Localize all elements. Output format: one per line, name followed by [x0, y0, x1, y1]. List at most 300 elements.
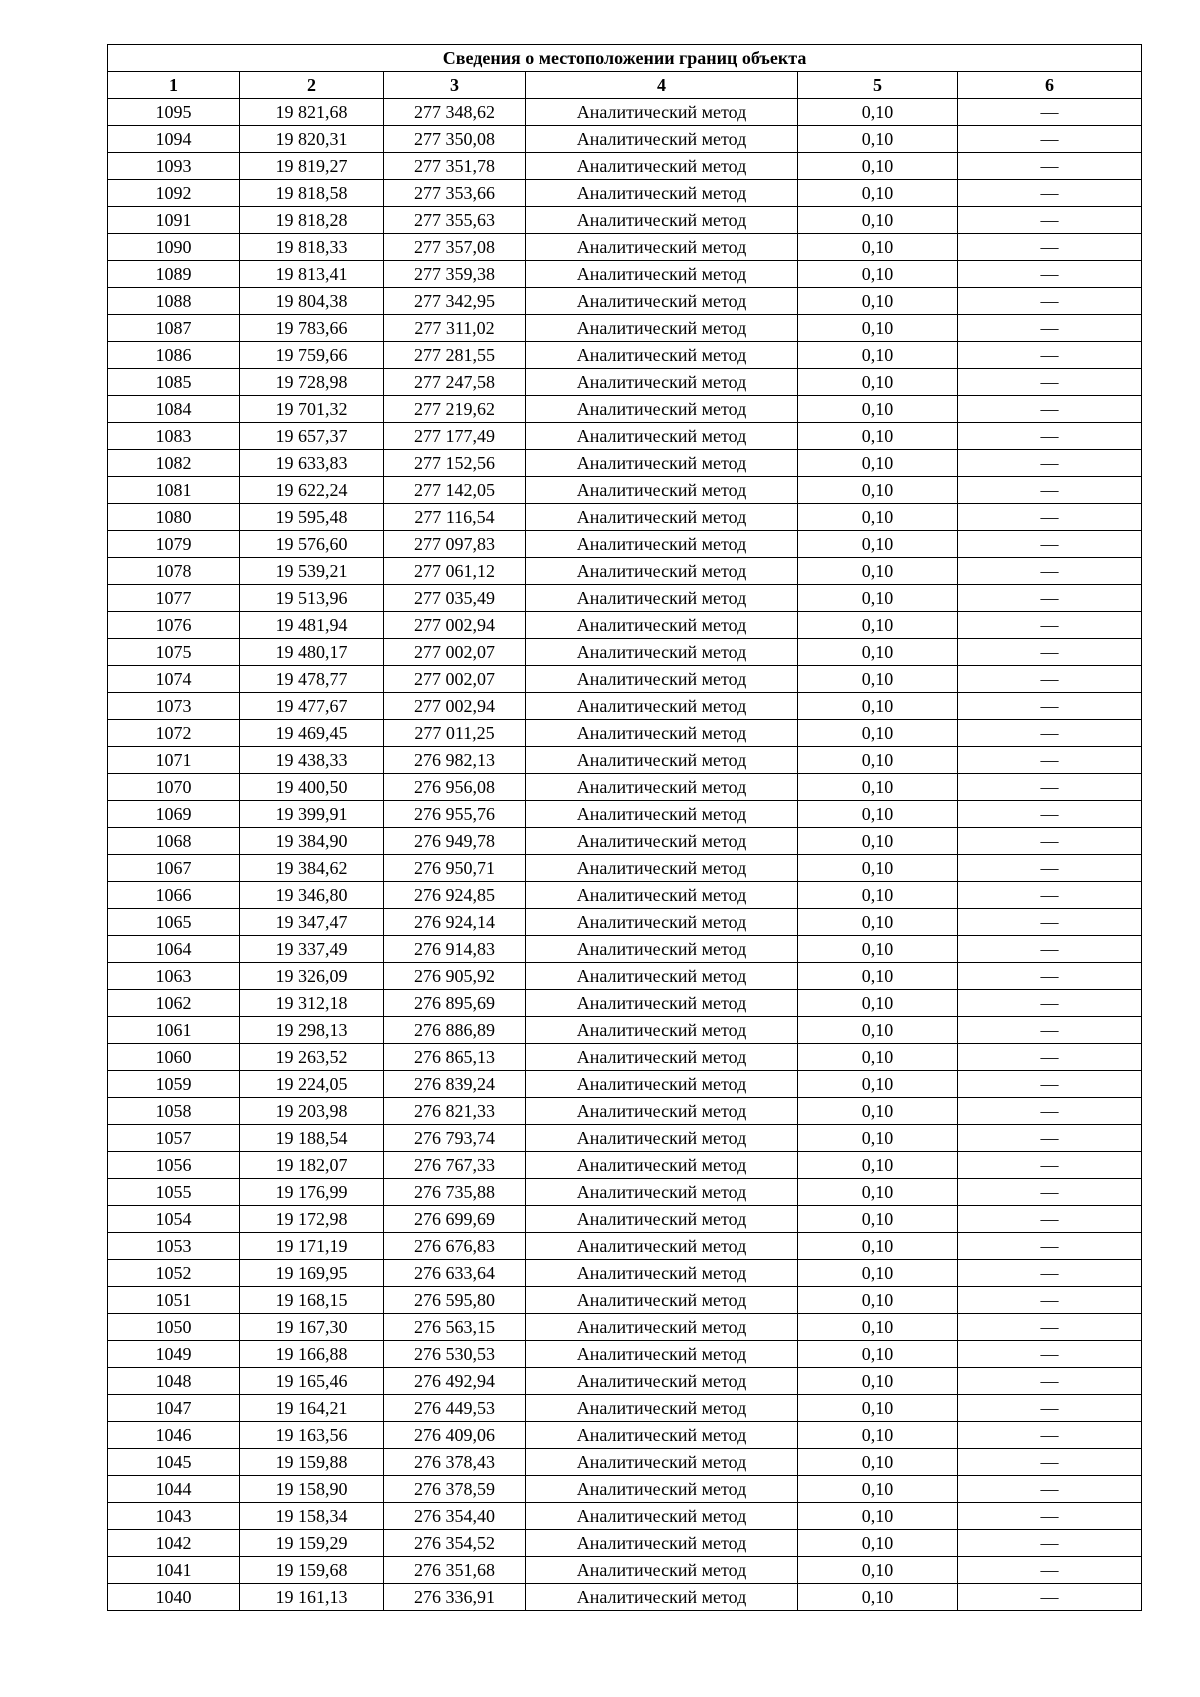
table-row: [108, 288, 1142, 315]
table-cell: —: [958, 828, 1142, 855]
table-cell: Аналитический метод: [526, 1368, 798, 1395]
table-cell: 19 169,95: [240, 1260, 384, 1287]
table-cell: 1062: [108, 990, 240, 1017]
table-cell: 19 166,88: [240, 1341, 384, 1368]
table-cell: —: [958, 1017, 1142, 1044]
table-cell: 277 281,55: [384, 342, 526, 369]
table-cell: Аналитический метод: [526, 1314, 798, 1341]
table-cell: —: [958, 180, 1142, 207]
table-cell: 1057: [108, 1125, 240, 1152]
table-cell: Аналитический метод: [526, 558, 798, 585]
table-cell: 19 818,28: [240, 207, 384, 234]
table-cell: 0,10: [798, 828, 958, 855]
table-cell: 19 346,80: [240, 882, 384, 909]
table-cell: 0,10: [798, 936, 958, 963]
table-cell: 19 337,49: [240, 936, 384, 963]
table-cell: —: [958, 1341, 1142, 1368]
table-cell: Аналитический метод: [526, 180, 798, 207]
table-row: [108, 1179, 1142, 1206]
table-cell: Аналитический метод: [526, 720, 798, 747]
table-cell: Аналитический метод: [526, 1152, 798, 1179]
table-row: [108, 882, 1142, 909]
table-cell: 0,10: [798, 423, 958, 450]
table-cell: 1055: [108, 1179, 240, 1206]
column-header: 1: [108, 72, 240, 99]
table-cell: —: [958, 342, 1142, 369]
table-cell: 19 263,52: [240, 1044, 384, 1071]
table-cell: 276 914,83: [384, 936, 526, 963]
table-cell: 276 409,06: [384, 1422, 526, 1449]
table-row: [108, 369, 1142, 396]
table-cell: 19 312,18: [240, 990, 384, 1017]
table-cell: 277 357,08: [384, 234, 526, 261]
table-cell: 0,10: [798, 1503, 958, 1530]
table-cell: 19 576,60: [240, 531, 384, 558]
table-cell: 1063: [108, 963, 240, 990]
table-cell: 0,10: [798, 180, 958, 207]
table-row: [108, 1260, 1142, 1287]
table-row: [108, 1557, 1142, 1584]
table-row: [108, 1422, 1142, 1449]
table-cell: 0,10: [798, 153, 958, 180]
table-cell: Аналитический метод: [526, 261, 798, 288]
table-cell: 19 821,68: [240, 99, 384, 126]
table-cell: —: [958, 153, 1142, 180]
table-cell: 276 530,53: [384, 1341, 526, 1368]
table-row: [108, 126, 1142, 153]
table-row: [108, 1152, 1142, 1179]
table-cell: —: [958, 1233, 1142, 1260]
table-cell: 0,10: [798, 1179, 958, 1206]
table-cell: Аналитический метод: [526, 1557, 798, 1584]
table-cell: 0,10: [798, 612, 958, 639]
table-cell: —: [958, 1314, 1142, 1341]
table-cell: 277 002,94: [384, 693, 526, 720]
column-header: 4: [526, 72, 798, 99]
table-cell: —: [958, 1503, 1142, 1530]
table-row: [108, 558, 1142, 585]
table-row: [108, 1341, 1142, 1368]
table-row: [108, 450, 1142, 477]
table-cell: 276 378,43: [384, 1449, 526, 1476]
table-cell: 0,10: [798, 963, 958, 990]
table-cell: 277 342,95: [384, 288, 526, 315]
table-cell: Аналитический метод: [526, 288, 798, 315]
table-cell: 1088: [108, 288, 240, 315]
table-cell: 0,10: [798, 477, 958, 504]
table-row: [108, 1233, 1142, 1260]
table-cell: 0,10: [798, 1071, 958, 1098]
table-cell: Аналитический метод: [526, 1476, 798, 1503]
table-cell: 0,10: [798, 207, 958, 234]
table-cell: —: [958, 990, 1142, 1017]
table-cell: 0,10: [798, 855, 958, 882]
table-cell: —: [958, 585, 1142, 612]
table-cell: 0,10: [798, 396, 958, 423]
table-cell: 19 182,07: [240, 1152, 384, 1179]
table-row: [108, 639, 1142, 666]
table-cell: 19 595,48: [240, 504, 384, 531]
table-cell: 0,10: [798, 315, 958, 342]
table-cell: —: [958, 612, 1142, 639]
table-cell: 276 676,83: [384, 1233, 526, 1260]
table-cell: 19 399,91: [240, 801, 384, 828]
table-cell: Аналитический метод: [526, 234, 798, 261]
table-cell: 19 481,94: [240, 612, 384, 639]
column-header-row: [108, 72, 1142, 99]
table-row: [108, 1368, 1142, 1395]
table-cell: 1070: [108, 774, 240, 801]
table-cell: —: [958, 1179, 1142, 1206]
table-row: [108, 963, 1142, 990]
table-cell: 277 152,56: [384, 450, 526, 477]
table-cell: 1044: [108, 1476, 240, 1503]
table-row: [108, 774, 1142, 801]
table-cell: —: [958, 1422, 1142, 1449]
table-cell: 19 188,54: [240, 1125, 384, 1152]
table-cell: —: [958, 855, 1142, 882]
table-cell: Аналитический метод: [526, 207, 798, 234]
table-cell: 1040: [108, 1584, 240, 1611]
table-cell: 276 595,80: [384, 1287, 526, 1314]
table-row: [108, 720, 1142, 747]
table-row: [108, 99, 1142, 126]
table-cell: 0,10: [798, 1017, 958, 1044]
table-row: [108, 261, 1142, 288]
table-cell: —: [958, 720, 1142, 747]
table-cell: 276 949,78: [384, 828, 526, 855]
table-row: [108, 585, 1142, 612]
table-row: [108, 693, 1142, 720]
column-header: 3: [384, 72, 526, 99]
table-cell: 0,10: [798, 531, 958, 558]
table-row: [108, 1503, 1142, 1530]
table-cell: Аналитический метод: [526, 1044, 798, 1071]
table-cell: 1069: [108, 801, 240, 828]
table-cell: 276 449,53: [384, 1395, 526, 1422]
table-cell: 277 142,05: [384, 477, 526, 504]
table-cell: 277 247,58: [384, 369, 526, 396]
table-cell: —: [958, 1044, 1142, 1071]
table-cell: 0,10: [798, 585, 958, 612]
table-cell: 276 924,14: [384, 909, 526, 936]
table-cell: 1064: [108, 936, 240, 963]
table-cell: 0,10: [798, 1341, 958, 1368]
table-cell: —: [958, 261, 1142, 288]
table-cell: —: [958, 450, 1142, 477]
table-row: [108, 1476, 1142, 1503]
table-cell: 19 159,29: [240, 1530, 384, 1557]
table-row: [108, 315, 1142, 342]
table-cell: 0,10: [798, 1260, 958, 1287]
table-cell: 19 804,38: [240, 288, 384, 315]
table-cell: Аналитический метод: [526, 1449, 798, 1476]
table-cell: 277 355,63: [384, 207, 526, 234]
table-cell: 19 298,13: [240, 1017, 384, 1044]
table-cell: —: [958, 558, 1142, 585]
table-cell: 1071: [108, 747, 240, 774]
table-cell: 1084: [108, 396, 240, 423]
table-cell: 19 224,05: [240, 1071, 384, 1098]
column-header: 5: [798, 72, 958, 99]
table-cell: 19 158,90: [240, 1476, 384, 1503]
table-cell: 0,10: [798, 720, 958, 747]
table-cell: Аналитический метод: [526, 1260, 798, 1287]
table-cell: Аналитический метод: [526, 1503, 798, 1530]
table-cell: Аналитический метод: [526, 1071, 798, 1098]
table-cell: —: [958, 477, 1142, 504]
table-cell: Аналитический метод: [526, 828, 798, 855]
table-cell: 1042: [108, 1530, 240, 1557]
table-cell: 19 176,99: [240, 1179, 384, 1206]
table-cell: 0,10: [798, 99, 958, 126]
table-cell: 19 477,67: [240, 693, 384, 720]
table-cell: 19 159,88: [240, 1449, 384, 1476]
table-cell: Аналитический метод: [526, 342, 798, 369]
table-cell: 19 633,83: [240, 450, 384, 477]
table-cell: 276 924,85: [384, 882, 526, 909]
table-cell: 1047: [108, 1395, 240, 1422]
table-cell: 19 326,09: [240, 963, 384, 990]
table-cell: Аналитический метод: [526, 153, 798, 180]
table-cell: 277 177,49: [384, 423, 526, 450]
table-cell: 19 820,31: [240, 126, 384, 153]
table-cell: 19 657,37: [240, 423, 384, 450]
table-cell: 1079: [108, 531, 240, 558]
table-cell: Аналитический метод: [526, 396, 798, 423]
table-cell: —: [958, 747, 1142, 774]
table-cell: 276 336,91: [384, 1584, 526, 1611]
table-cell: 0,10: [798, 1422, 958, 1449]
table-cell: —: [958, 1098, 1142, 1125]
table-cell: 19 384,62: [240, 855, 384, 882]
table-cell: 19 438,33: [240, 747, 384, 774]
table-cell: 19 347,47: [240, 909, 384, 936]
table-cell: 19 622,24: [240, 477, 384, 504]
table-cell: 0,10: [798, 747, 958, 774]
table-cell: Аналитический метод: [526, 666, 798, 693]
table-row: [108, 477, 1142, 504]
table-row: [108, 990, 1142, 1017]
table-cell: 277 061,12: [384, 558, 526, 585]
table-cell: 1053: [108, 1233, 240, 1260]
table-cell: Аналитический метод: [526, 909, 798, 936]
table-cell: 0,10: [798, 693, 958, 720]
table-cell: 19 701,32: [240, 396, 384, 423]
table-cell: 276 839,24: [384, 1071, 526, 1098]
table-row: [108, 1314, 1142, 1341]
table-cell: 1051: [108, 1287, 240, 1314]
table-cell: —: [958, 882, 1142, 909]
table-cell: 1078: [108, 558, 240, 585]
table-row: [108, 666, 1142, 693]
table-cell: 19 168,15: [240, 1287, 384, 1314]
table-cell: 1074: [108, 666, 240, 693]
table-cell: Аналитический метод: [526, 1530, 798, 1557]
table-cell: 277 011,25: [384, 720, 526, 747]
table-cell: 19 813,41: [240, 261, 384, 288]
table-cell: Аналитический метод: [526, 126, 798, 153]
table-cell: 276 955,76: [384, 801, 526, 828]
table-cell: 276 735,88: [384, 1179, 526, 1206]
table-cell: 276 563,15: [384, 1314, 526, 1341]
table-cell: —: [958, 207, 1142, 234]
table-cell: 277 359,38: [384, 261, 526, 288]
table-cell: 19 759,66: [240, 342, 384, 369]
table-cell: 1049: [108, 1341, 240, 1368]
table-cell: 19 161,13: [240, 1584, 384, 1611]
table-row: [108, 153, 1142, 180]
table-cell: —: [958, 1395, 1142, 1422]
table-cell: 1058: [108, 1098, 240, 1125]
table-cell: 1075: [108, 639, 240, 666]
table-cell: 276 633,64: [384, 1260, 526, 1287]
table-cell: —: [958, 1368, 1142, 1395]
table-cell: Аналитический метод: [526, 531, 798, 558]
table-row: [108, 1584, 1142, 1611]
table-cell: 1061: [108, 1017, 240, 1044]
table-cell: 19 400,50: [240, 774, 384, 801]
table-cell: —: [958, 1206, 1142, 1233]
table-cell: —: [958, 936, 1142, 963]
table-cell: 277 002,94: [384, 612, 526, 639]
table-cell: 1067: [108, 855, 240, 882]
table-cell: —: [958, 396, 1142, 423]
table-cell: 0,10: [798, 774, 958, 801]
table-cell: 277 311,02: [384, 315, 526, 342]
table-cell: 0,10: [798, 882, 958, 909]
table-cell: Аналитический метод: [526, 990, 798, 1017]
table-row: [108, 909, 1142, 936]
table-cell: 276 793,74: [384, 1125, 526, 1152]
table-cell: 0,10: [798, 342, 958, 369]
table-cell: —: [958, 1530, 1142, 1557]
table-cell: —: [958, 1260, 1142, 1287]
table-cell: —: [958, 1071, 1142, 1098]
table-row: [108, 855, 1142, 882]
table-cell: Аналитический метод: [526, 1584, 798, 1611]
table-cell: Аналитический метод: [526, 1422, 798, 1449]
table-row: [108, 396, 1142, 423]
table-cell: 277 002,07: [384, 639, 526, 666]
table-cell: 19 159,68: [240, 1557, 384, 1584]
table-cell: Аналитический метод: [526, 1341, 798, 1368]
table-cell: 1083: [108, 423, 240, 450]
table-cell: 1091: [108, 207, 240, 234]
table-cell: 1046: [108, 1422, 240, 1449]
table-cell: —: [958, 126, 1142, 153]
table-cell: —: [958, 963, 1142, 990]
table-cell: 1056: [108, 1152, 240, 1179]
table-cell: 1077: [108, 585, 240, 612]
table-cell: —: [958, 1584, 1142, 1611]
table-cell: —: [958, 1476, 1142, 1503]
table-cell: Аналитический метод: [526, 1233, 798, 1260]
table-cell: 19 539,21: [240, 558, 384, 585]
table-row: [108, 1071, 1142, 1098]
table-cell: 0,10: [798, 666, 958, 693]
table-cell: 0,10: [798, 288, 958, 315]
table-cell: Аналитический метод: [526, 801, 798, 828]
table-row: [108, 612, 1142, 639]
table-cell: 1093: [108, 153, 240, 180]
table-cell: 276 886,89: [384, 1017, 526, 1044]
table-cell: 1043: [108, 1503, 240, 1530]
table-cell: Аналитический метод: [526, 963, 798, 990]
table-cell: 0,10: [798, 261, 958, 288]
table-cell: 1092: [108, 180, 240, 207]
table-cell: 276 905,92: [384, 963, 526, 990]
table-cell: Аналитический метод: [526, 504, 798, 531]
table-row: [108, 1044, 1142, 1071]
table-cell: 1085: [108, 369, 240, 396]
table-cell: —: [958, 423, 1142, 450]
table-row: [108, 1206, 1142, 1233]
table-cell: —: [958, 504, 1142, 531]
table-cell: Аналитический метод: [526, 936, 798, 963]
table-cell: 277 002,07: [384, 666, 526, 693]
table-cell: 0,10: [798, 1557, 958, 1584]
table-cell: 1090: [108, 234, 240, 261]
table-cell: 1059: [108, 1071, 240, 1098]
table-cell: 1041: [108, 1557, 240, 1584]
table-cell: 1054: [108, 1206, 240, 1233]
table-cell: Аналитический метод: [526, 882, 798, 909]
table-cell: 276 378,59: [384, 1476, 526, 1503]
table-cell: 0,10: [798, 801, 958, 828]
table-row: [108, 828, 1142, 855]
table-cell: 19 203,98: [240, 1098, 384, 1125]
table-cell: 0,10: [798, 1449, 958, 1476]
table-cell: Аналитический метод: [526, 1179, 798, 1206]
table-cell: 1052: [108, 1260, 240, 1287]
table-row: [108, 504, 1142, 531]
table-cell: 1073: [108, 693, 240, 720]
boundary-table: [107, 44, 1142, 1611]
table-cell: 276 351,68: [384, 1557, 526, 1584]
table-cell: 0,10: [798, 1287, 958, 1314]
table-cell: 277 350,08: [384, 126, 526, 153]
table-cell: 1087: [108, 315, 240, 342]
table-cell: Аналитический метод: [526, 1125, 798, 1152]
table-cell: 0,10: [798, 234, 958, 261]
table-cell: —: [958, 1287, 1142, 1314]
table-cell: —: [958, 1125, 1142, 1152]
table-cell: Аналитический метод: [526, 423, 798, 450]
table-cell: 19 783,66: [240, 315, 384, 342]
table-row: [108, 1530, 1142, 1557]
table-cell: 1081: [108, 477, 240, 504]
table-row: [108, 801, 1142, 828]
table-cell: —: [958, 639, 1142, 666]
table-cell: 1094: [108, 126, 240, 153]
table-cell: 277 219,62: [384, 396, 526, 423]
table-cell: 0,10: [798, 126, 958, 153]
column-header: 2: [240, 72, 384, 99]
table-row: [108, 1449, 1142, 1476]
table-cell: 277 116,54: [384, 504, 526, 531]
table-cell: —: [958, 369, 1142, 396]
table-cell: 276 767,33: [384, 1152, 526, 1179]
table-cell: 0,10: [798, 909, 958, 936]
table-cell: 277 353,66: [384, 180, 526, 207]
table-row: [108, 342, 1142, 369]
table-cell: 0,10: [798, 450, 958, 477]
table-cell: 276 821,33: [384, 1098, 526, 1125]
table-cell: Аналитический метод: [526, 1098, 798, 1125]
table-cell: —: [958, 1152, 1142, 1179]
table-cell: 0,10: [798, 1314, 958, 1341]
